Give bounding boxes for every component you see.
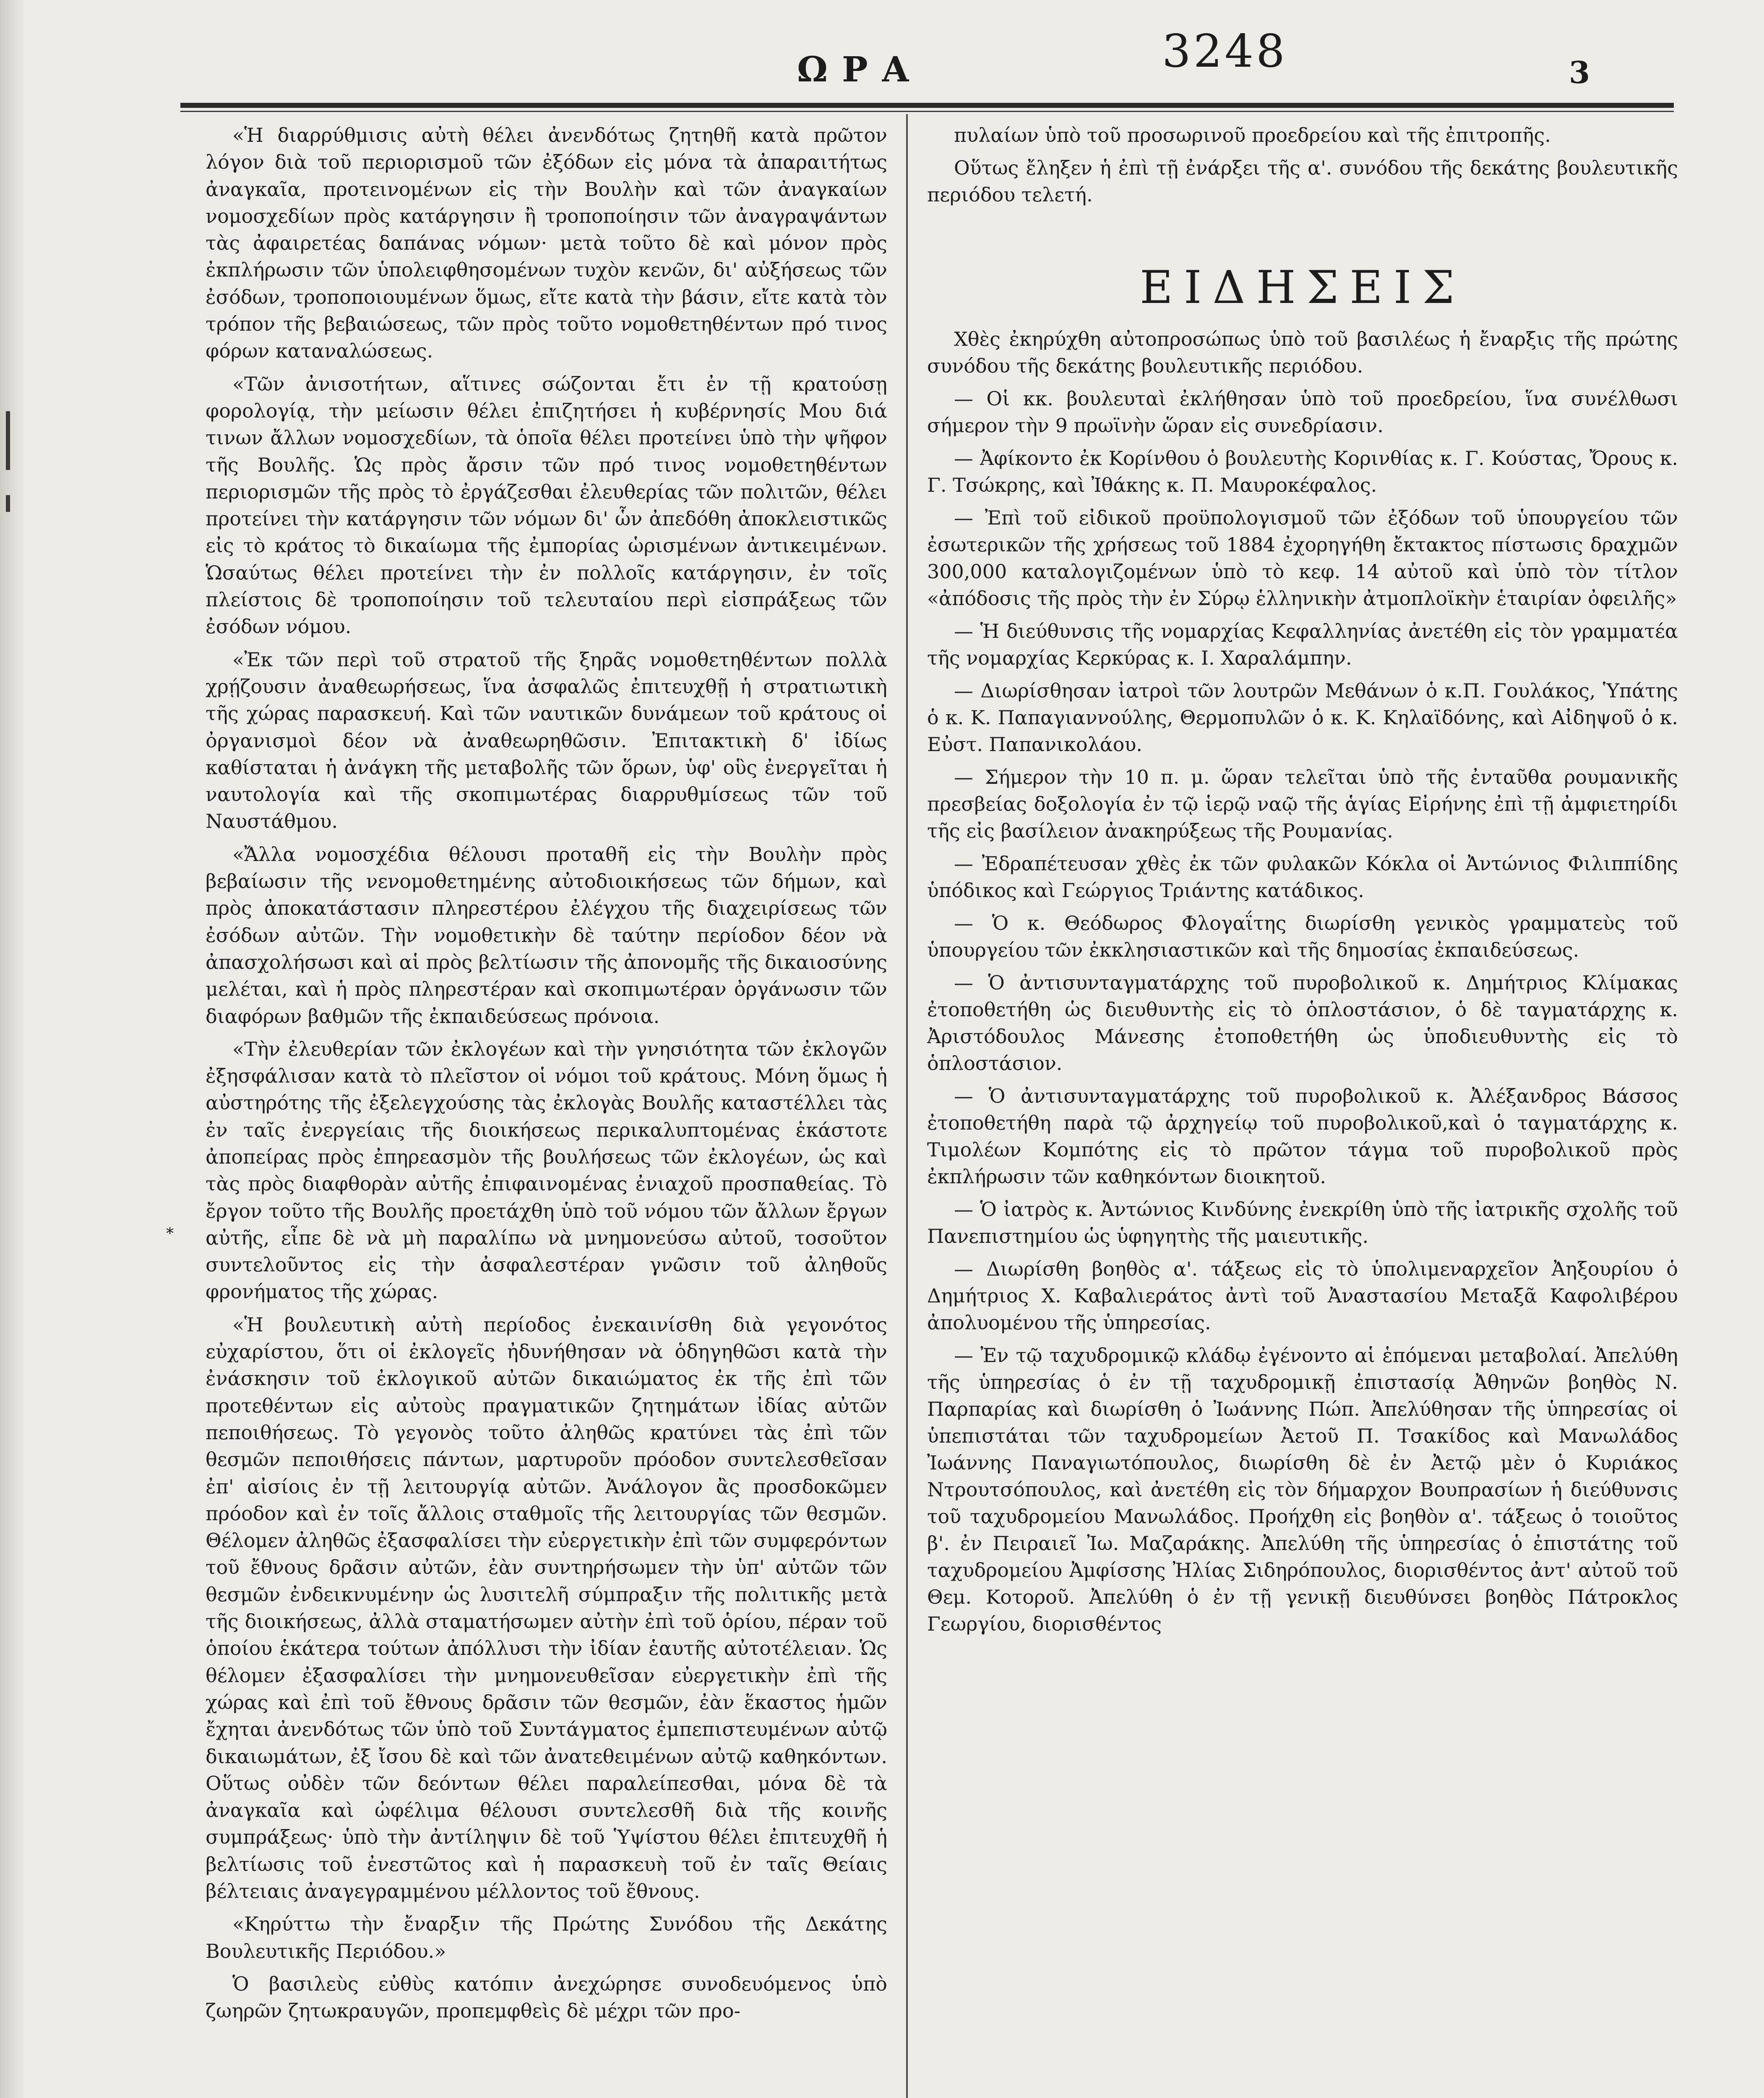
article-paragraph: Οὕτως ἔληξεν ἡ ἐπὶ τῇ ἐνάρξει τῆς α'. συνόδου τῆς δεκάτης βουλευτικῆς περιόδου τελετή.: [927, 157, 1678, 206]
news-item: Χθὲς ἐκηρύχθη αὐτοπροσώπως ὑπὸ τοῦ βασιλέως ἡ ἔναρξις τῆς πρώτης συνόδου τῆς δεκάτης βουλευτικῆς περιόδου.: [927, 328, 1678, 377]
header-rule-thick: [180, 103, 1674, 108]
issue-number: 3248: [1162, 25, 1287, 78]
page-fold-shadow: [0, 0, 25, 2098]
news-item: — Ὁ ἀντισυνταγματάρχης τοῦ πυροβολικοῦ κ. Ἀλέξανδρος Βάσσος ἐτοποθετήθη παρὰ τῷ ἀρχηγείῳ τοῦ πυροβολικοῦ,καὶ ὁ ταγματάρχης κ. Τιμολέων Κομπότης εἰς τὸ πρῶτον τάγμα τοῦ πυροβολικοῦ πρὸς ἐκπλήρωσιν τῶν καθηκόντων διοικητοῦ.: [927, 1085, 1678, 1188]
article-paragraph: Ὁ βασιλεὺς εὐθὺς κατόπιν ἀνεχώρησε συνοδευόμενος ὑπὸ ζωηρῶν ζητωκραυγῶν, προπεμφθεὶς δὲ μέχρι τῶν προ-: [206, 1972, 887, 2022]
newspaper-title: ΩΡΑ: [797, 50, 923, 90]
article-paragraph: πυλαίων ὑπὸ τοῦ προσωρινοῦ προεδρείου καὶ τῆς ἐπιτροπῆς.: [954, 124, 1551, 146]
article-paragraph: «Τὴν ἐλευθερίαν τῶν ἐκλογέων καὶ τὴν γνησιότητα τῶν ἐκλογῶν ἐξησφάλισαν κατὰ τὸ πλεῖστον οἱ νόμοι τοῦ κράτους. Μόνη ὅμως ἡ αὐστηρότης τῆς ἐξελεγχούσης τὰς ἐκλογὰς Βουλῆς καταστέλλει τὰς ἐν ταῖς ἐνεργείαις τῆς διοικήσεως περικαλυπτομένας ἑκάστοτε ἀποπείρας πρὸς ἐπηρεασμὸν τῆς βουλήσεως τῶν ἐκλογέων, ὡς καὶ τὰς πρὸς διαφθορὰν αὐτῆς ἐπιφαινομένας ἐνιαχοῦ προσπαθείας. Τὸ ἔργον τοῦτο τῆς Βουλῆς προετάχθη ὑπὸ τοῦ νόμου τῶν ἄλλων ἔργων αὐτῆς, εἶπε δὲ νὰ μὴ παραλίπω νὰ μνημονεύσω αὐτοῦ, τοσοῦτον συντελοῦντος εἰς τὴν ἀσφαλεστέραν γνῶσιν τοῦ ἀληθοῦς φρονήματος τῆς χώρας.: [206, 1037, 887, 1303]
article-paragraph: «Ἄλλα νομοσχέδια θέλουσι προταθῆ εἰς τὴν Βουλὴν πρὸς βεβαίωσιν τῆς νενομοθετημένης αὐτοδιοικήσεως τῶν δήμων, καὶ πρὸς ἀποκατάστασιν πληρεστέρου ἐλέγχου τῆς διαχειρίσεως τῶν ἐσόδων αὐτῶν. Τὴν νομοθετικὴν δὲ ταύτην περίοδον δέον νὰ ἀπασχολήσωσι καὶ αἱ πρὸς βελτίωσιν τῆς ἀπονομῆς τῆς δικαιοσύνης μελέται, καὶ ἡ πρὸς πληρεστέραν καὶ σκοπιμωτέραν ὀργάνωσιν τῶν διαφόρων βαθμῶν τῆς ἐκπαιδεύσεως πρόνοια.: [206, 843, 887, 1028]
header-rule-thin: [180, 111, 1674, 112]
article-paragraph: «Ἡ βουλευτικὴ αὐτὴ περίοδος ἐνεκαινίσθη διὰ γεγονότος εὐχαρίστου, ὅτι οἱ ἐκλογεῖς ἠδυνήθησαν νὰ ὁδηγηθῶσι κατὰ τὴν ἐνάσκησιν τοῦ ἐκλογικοῦ αὐτῶν δικαιώματος ἐκ τῆς ἐπὶ τῶν προτεθέντων εἰς αὐτοὺς πραγματικῶν ζητημάτων ἰδίας αὐτῶν πεποιθήσεως. Τὸ γεγονὸς τοῦτο ἀληθῶς κρατύνει τὰς ἐπὶ τῶν θεσμῶν πεποιθήσεις πάντων, μαρτυροῦν πρόοδον συντελεσθεῖσαν ἐπ' αἰσίοις ἐν τῇ λειτουργίᾳ αὐτῶν. Ἀνάλογον ἂς προσδοκῶμεν πρόοδον καὶ ἐν τοῖς ἄλλοις σταθμοῖς τῆς λειτουργίας τῶν θεσμῶν. Θέλομεν ἀληθῶς ἐξασφαλίσει τὴν εὐεργετικὴν ἐπὶ τῶν συμφερόντων τοῦ ἔθνους δρᾶσιν αὐτῶν, ἐὰν συντηρήσωμεν τὴν ὑπ' αὐτῶν τῶν θεσμῶν ἐνδεικνυμένην ὡς λυσιτελῆ σύμπραξιν τῆς πολιτικῆς μετὰ τῆς διοικήσεως, ἀλλὰ σταματήσωμεν αὐτὴν ἐπὶ τοῦ ὁρίου, πέραν τοῦ ὁποίου ἑκάτερα τούτων ἀπόλλυσι τὴν ἰδίαν ἑαυτῆς αὐτοτέλειαν. Ὡς θέλομεν ἐξασφαλίσει τὴν μνημονευθεῖσαν εὐεργετικὴν ἐπὶ τῆς χώρας καὶ ἐπὶ τοῦ ἔθνους δρᾶσιν τῶν θεσμῶν, ἐὰν ἕκαστος ἡμῶν ἔχηται ἀνενδότως τῶν ὑπὸ τοῦ Συντάγματος ἐμπεπιστευμένων αὐτῷ δικαιωμάτων, ἐξ ἴσου δὲ καὶ τῶν ἀνατεθειμένων αὐτῷ καθηκόντων. Οὕτως οὐδὲν τῶν δεόντων θέλει παραλείπεσθαι, μόνα δὲ τὰ ἀναγκαῖα καὶ ὠφέλιμα θέλουσι συντελεσθῆ διὰ τῆς κοινῆς συμπράξεως· ὑπὸ τὴν ἀντίληψιν δὲ τοῦ Ὑψίστου θέλει ἐπιτευχθῆ ἡ βελτίωσις τοῦ ἐνεστῶτος καὶ ἡ παρασκευὴ τοῦ ἐν ταῖς Θείαις βέλτειαις ἀναγεγραμμένου μέλλοντος τοῦ ἔθνους.: [206, 1313, 887, 1902]
article-paragraph: «Ἡ διαρρύθμισις αὐτὴ θέλει ἀνενδότως ζητηθῆ κατὰ πρῶτον λόγον διὰ τοῦ περιορισμοῦ τῶν ἐξόδων εἰς μόνα τὰ ἀπαραιτήτως ἀναγκαῖα, προτεινομένων εἰς τὴν Βουλὴν καὶ τῶν ἀναγκαίων νομοσχεδίων πρὸς κατάργησιν ἢ τροποποίησιν τῶν ἀναγραψάντων τὰς ἀφαιρετέας δαπάνας νόμων· μετὰ τοῦτο δὲ καὶ μόνον πρὸς ἐκπλήρωσιν τῶν ὑπολειφθησομένων τυχὸν κενῶν, δι' αὐξήσεως τῶν ἐσόδων, τροποποιουμένων ὅμως, εἴτε κατὰ τὴν βάσιν, εἴτε κατὰ τὸν τρόπον τῆς βεβαιώσεως, τῶν πρὸς τοῦτο νομοθετηθέντων πρό τινος φόρων καταναλώσεως.: [206, 124, 887, 363]
news-item: — Ὁ ἀντισυνταγματάρχης τοῦ πυροβολικοῦ κ. Δημήτριος Κλίμακας ἐτοποθετήθη ὡς διευθυντὴς εἰς τὸ ὁπλοστάσιον, ὁ δὲ ταγματάρχης κ. Ἀριστόδουλος Μάνεσης ἐτοποθετήθη ὡς ὑποδιευθυντὴς εἰς τὸ ὁπλοστάσιον.: [927, 971, 1678, 1075]
news-item: — Ἐπὶ τοῦ εἰδικοῦ προϋπολογισμοῦ τῶν ἐξόδων τοῦ ὑπουργείου τῶν ἐσωτερικῶν τῆς χρήσεως τοῦ 1884 ἐχορηγήθη ἔκτακτος πίστωσις δραχμῶν 300,000 καταλογιζομένων ὑπὸ τὸ κεφ. 14 αὐτοῦ καὶ ὑπὸ τὸν τίτλον «ἀπόδοσις τῆς πρὸς τὴν ἐν Σύρῳ ἑλληνικὴν ἀτμοπλοϊκὴν ἑταιρίαν ὀφειλῆς»: [927, 506, 1678, 610]
news-item: — Ὁ κ. Θεόδωρος Φλογαΐτης διωρίσθη γενικὸς γραμματεὺς τοῦ ὑπουργείου τῶν ἐκκλησιαστικῶν καὶ τῆς δημοσίας ἐκπαιδεύσεως.: [927, 912, 1678, 961]
page-number: 3: [1569, 55, 1590, 90]
news-item: — Σήμερον τὴν 10 π. μ. ὥραν τελεῖται ὑπὸ τῆς ἐνταῦθα ρουμανικῆς πρεσβείας δοξολογία ἐν τῷ ἱερῷ ναῷ τῆς ἁγίας Εἰρήνης ἐπὶ τῇ ἀμφιετηρίδι τῆς εἰς βασίλειον ἀνακηρύξεως τῆς Ρουμανίας.: [927, 766, 1678, 842]
news-item: — Ἀφίκοντο ἐκ Κορίνθου ὁ βουλευτὴς Κορινθίας κ. Γ. Κούστας, Ὄρους κ. Γ. Τσώκρης, καὶ Ἰθάκης κ. Π. Μαυροκέφαλος.: [927, 447, 1678, 496]
news-item: — Διωρίσθη βοηθὸς α'. τάξεως εἰς τὸ ὑπολιμεναρχεῖον Ἀηξουρίου ὁ Δημήτριος Χ. Καβαλιεράτος ἀντὶ τοῦ Ἀναστασίου Μεταξᾶ Καφολιβέρου ἀπολυομένου τῆς ὑπηρεσίας.: [927, 1258, 1678, 1334]
news-item: — Ὁ ἰατρὸς κ. Ἀντώνιος Κινδύνης ἐνεκρίθη ὑπὸ τῆς ἰατρικῆς σχολῆς τοῦ Πανεπιστημίου ὡς ὑφηγητὴς τῆς μαιευτικῆς.: [927, 1198, 1678, 1247]
right-column: [927, 122, 1678, 2098]
left-column: [206, 122, 887, 2098]
article-paragraph: «Ἐκ τῶν περὶ τοῦ στρατοῦ τῆς ξηρᾶς νομοθετηθέντων πολλὰ χρῄζουσιν ἀναθεωρήσεως, ἵνα ἀσφαλῶς ἐπιτευχθῇ ἡ στρατιωτικὴ τῆς χώρας παρασκευή. Καὶ τῶν ναυτικῶν δυνάμεων τοῦ κράτους οἱ ὀργανισμοὶ δέον νὰ ἀναθεωρηθῶσιν. Ἐπιτακτικὴ δ' ἰδίως καθίσταται ἡ ἀνάγκη τῆς μεταβολῆς τῶν ὅρων, ὑφ' οὓς ἐνεργεῖται ἡ ναυτολογία καὶ τῆς σκοπιμωτέρας διαρρυθμίσεως τῶν τοῦ Ναυστάθμου.: [206, 648, 887, 833]
news-item: — Ἐδραπέτευσαν χθὲς ἐκ τῶν φυλακῶν Κόκλα οἱ Ἀντώνιος Φιλιππίδης ὑπόδικος καὶ Γεώργιος Τριάντης κατάδικος.: [927, 852, 1678, 902]
margin-ink-mark: [6, 411, 10, 470]
article-paragraph: «Κηρύττω τὴν ἔναρξιν τῆς Πρώτης Συνόδου τῆς Δεκάτης Βουλευτικῆς Περιόδου.»: [206, 1913, 887, 1962]
article-paragraph: «Τῶν ἀνισοτήτων, αἵτινες σώζονται ἔτι ἐν τῇ κρατούσῃ φορολογίᾳ, τὴν μείωσιν θέλει ἐπιζητήσει ἡ κυβέρνησίς Μου διά τινων ἄλλων νομοσχεδίων, τὰ ὁποῖα θέλει προτείνει ὑπὸ τὴν ψῆφον τῆς Βουλῆς. Ὡς πρὸς ἄρσιν τῶν πρό τινος νομοθετηθέντων περιορισμῶν τῆς πρὸς τὸ ἐργάζεσθαι ἐλευθερίας τῶν πολιτῶν, θέλει προτείνει τὴν κατάργησιν τῶν νόμων δι' ὧν ἀπεδόθη ἀποκλειστικῶς εἰς τὸ κράτος τὸ δικαίωμα τῆς ἐμπορίας ὡρισμένων ἀντικειμένων. Ὡσαύτως θέλει προτείνει τὴν ἐν πολλοῖς κατάργησιν, ἐν τοῖς πλείστοις δὲ τροποποίησιν τοῦ τελευταίου περὶ εἰσπράξεως τῶν ἐσόδων νόμου.: [206, 372, 887, 638]
news-item: — Διωρίσθησαν ἰατροὶ τῶν λουτρῶν Μεθάνων ὁ κ.Π. Γουλάκος, Ὑπάτης ὁ κ. Κ. Παπαγιαννούλης, Θερμοπυλῶν ὁ κ. Κ. Κηλαϊδόνης, καὶ Αἰδηψοῦ ὁ κ. Εὐστ. Παπανικολάου.: [927, 679, 1678, 756]
margin-ink-mark-small: [6, 495, 10, 512]
column-divider: [906, 114, 908, 2098]
news-section-heading: ΕΙΔΗΣΕΙΣ: [1140, 261, 1465, 314]
margin-asterisk: *: [166, 1225, 174, 1242]
news-item: — Ἡ διεύθυνσις τῆς νομαρχίας Κεφαλληνίας ἀνετέθη εἰς τὸν γραμματέα τῆς νομαρχίας Κερκύρας κ. Ι. Χαραλάμπην.: [927, 620, 1678, 669]
news-item: — Οἱ κκ. βουλευταὶ ἐκλήθησαν ὑπὸ τοῦ προεδρείου, ἵνα συνέλθωσι σήμερον τὴν 9 πρωϊνὴν ὥραν εἰς συνεδρίασιν.: [927, 387, 1678, 437]
news-item: — Ἐν τῷ ταχυδρομικῷ κλάδῳ ἐγένοντο αἱ ἑπόμεναι μεταβολαί. Ἀπελύθη τῆς ὑπηρεσίας ὁ ἐν τῇ ταχυδρομικῇ ἐπιστασίᾳ Ἀθηνῶν βοηθὸς Ν. Παρπαρίας καὶ διωρίσθη ὁ Ἰωάννης Πώπ. Ἀπελύθησαν τῆς ὑπηρεσίας οἱ ὑπεπιστάται τῶν ταχυδρομείων Ἀετοῦ Π. Τσακίδος καὶ Μανωλάδος Ἰωάννης Παναγιωτόπουλος, διωρίσθη δὲ ἐν Ἀετῷ μὲν ὁ Κυριάκος Ντρουτσόπουλος, καὶ ἀνετέθη εἰς τὸν δήμαρχον Βουπρασίων ἡ διεύθυνσις τοῦ ταχυδρομείου Μανωλάδος. Προήχθη εἰς βοηθὸν α'. τάξεως ὁ τοιοῦτος β'. ἐν Πειραιεῖ Ἰω. Μαζαράκης. Ἀπελύθη τῆς ὑπηρεσίας ὁ ἐπιστάτης τοῦ ταχυδρομείου Ἀμφίσσης Ἠλίας Σιδηρόπουλος, διορισθέντος ἀντ' αὐτοῦ τοῦ Θεμ. Κοτοροῦ. Ἀπελύθη ὁ ἐν τῇ γενικῇ διευθύνσει βοηθὸς Πάτροκλος Γεωργίου, διορισθέντος: [927, 1344, 1678, 1635]
